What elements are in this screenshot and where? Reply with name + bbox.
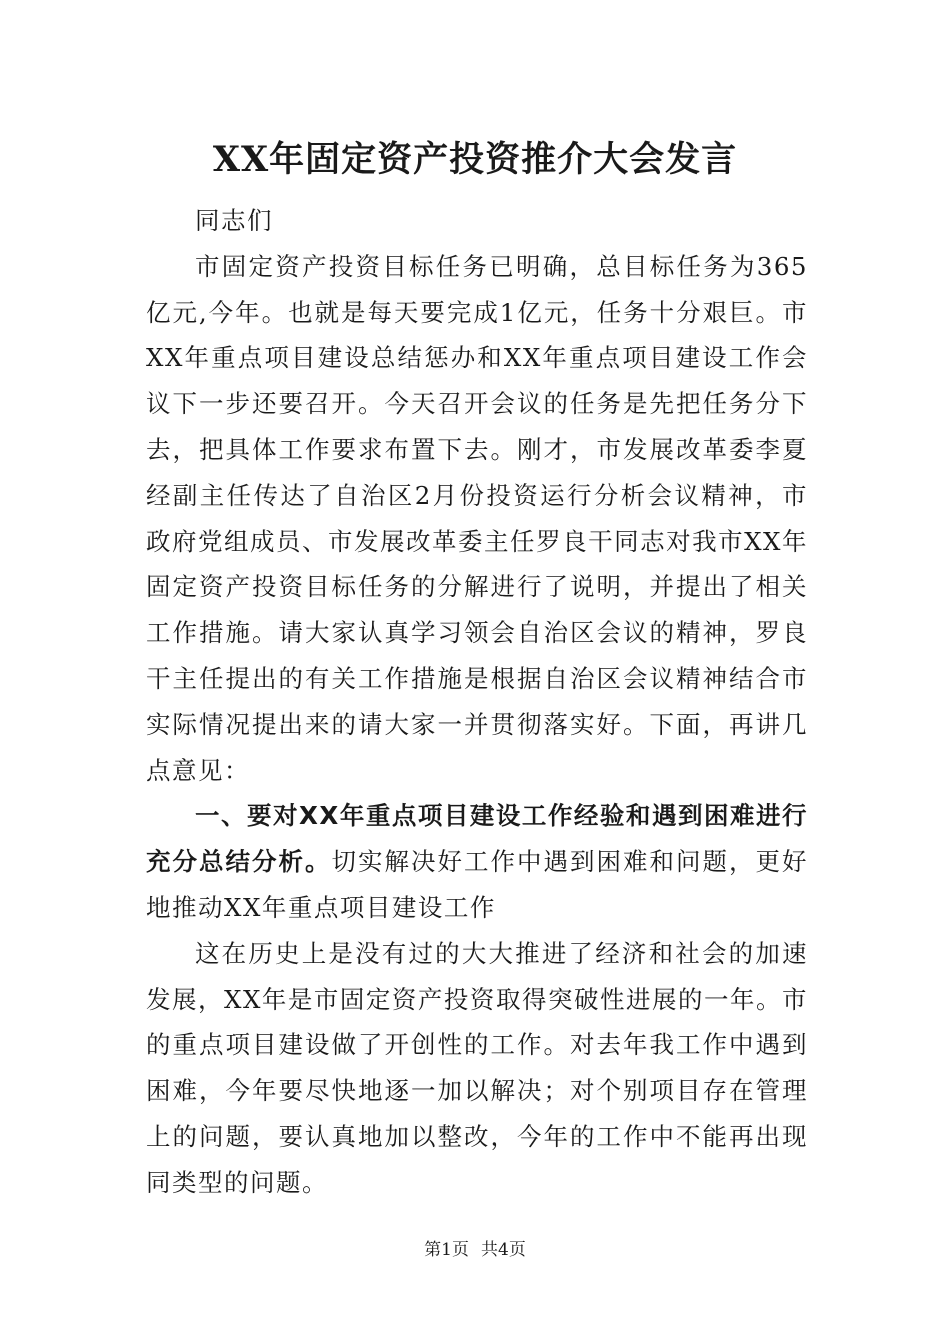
body-paragraph <box>146 931 808 1206</box>
body-paragraph <box>146 244 808 794</box>
page-footer <box>0 1238 950 1262</box>
document-body <box>146 198 808 1206</box>
paragraph-text: 市固定资产投资目标任务已明确，总目标任务为365亿元,今年。也就是每天要完成1亿元，任务十分艰巨。市XX年重点项目建设总结惩办和XX年重点项目建设工作会议下一步还要召开。今天召开会议的任务是先把任务分下去，把具体工作要求布置下去。刚才，市发展改革委李夏经副主任传达了自治区2月份投资运行分析会议精神，市政府党组成员、市发展改革委主任罗良干同志对我市XX年固定资产投资目标任务的分解进行了说明，并提出了相关工作措施。请大家认真学习领会自治区会议的精神，罗良干主任提出的有关工作措施是根据自治区会议精神结合市实际情况提出来的请大家一并贯彻落实好。下面，再讲几点意见： <box>146 251 808 785</box>
section-paragraph <box>146 793 808 930</box>
page-number: 第1页 <box>424 1240 469 1260</box>
document-title: XX年固定资产投资推介大会发言 <box>212 139 738 180</box>
paragraph-text: 这在历史上是没有过的大大推进了经济和社会的加速发展，XX年是市固定资产投资取得突破性进展的一年。市的重点项目建设做了开创性的工作。对去年我工作中遇到困难，今年要尽快地逐一加以解决；对个别项目存在管理上的问题，要认真地加以整改，今年的工作中不能再出现同类型的问题。 <box>146 938 808 1197</box>
section-heading: 一、要对XX年重点项目建设工作经验和遇到困难进行充分总结分析。 <box>146 801 808 877</box>
page-total: 共4页 <box>481 1240 526 1260</box>
salutation-paragraph <box>146 198 808 244</box>
paragraph-text: 切实解决好工作中遇到困难和问题，更好地推动XX年重点项目建设工作 <box>146 847 808 922</box>
paragraph-text: 同志们 <box>195 206 273 235</box>
